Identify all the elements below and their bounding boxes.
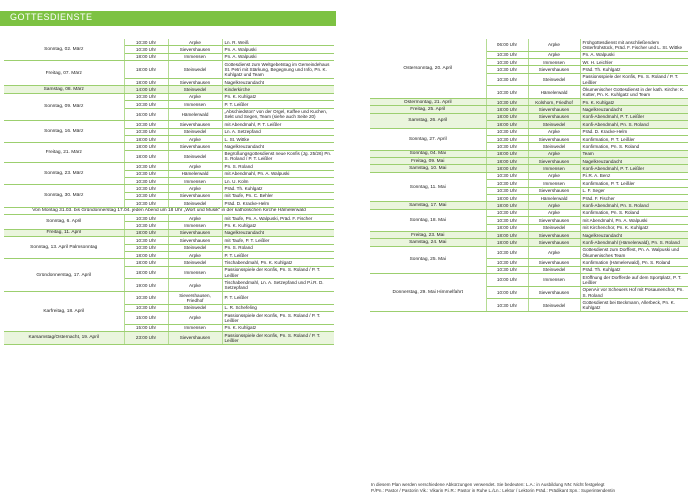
date-cell: Freitag, 11. April [4, 229, 124, 236]
place-cell: Arpke [168, 251, 222, 258]
service-row [370, 39, 688, 51]
time-cell: 10:30 Uhr [486, 209, 528, 216]
place-cell: Sievershausen [528, 106, 580, 113]
place-cell: Arpke [168, 279, 222, 292]
time-cell: 10:30 Uhr [124, 101, 168, 108]
time-cell: 10:30 Uhr [486, 86, 528, 99]
place-cell: Arpke [528, 128, 580, 135]
detail-cell: mit Abendmahl, Pn. A. Walpuski [580, 217, 688, 224]
detail-cell: Passionsspiele der Konfis, Pn. S. Roland / P. T. Leißler [222, 331, 334, 344]
date-cell: Sonntag, 09. März [4, 93, 124, 120]
place-cell: Arpke [528, 246, 580, 259]
detail-cell: Team [580, 150, 688, 157]
service-row [370, 98, 688, 105]
service-row [4, 93, 334, 100]
place-cell: Sievershausen [528, 231, 580, 238]
place-cell: Sievershausen [528, 113, 580, 120]
time-cell: 18:00 Uhr [124, 61, 168, 79]
place-cell: Sievershausen [168, 331, 222, 344]
detail-cell: Nagelkreuzandacht [580, 106, 688, 113]
date-cell: Sonntag, 30. März [4, 185, 124, 207]
time-cell: 10:30 Uhr [124, 185, 168, 192]
service-row [4, 331, 334, 344]
time-cell: 10:30 Uhr [486, 98, 528, 105]
time-cell: 10:30 Uhr [486, 299, 528, 312]
time-cell: 10:30 Uhr [124, 192, 168, 199]
time-cell: 18:00 Uhr [486, 106, 528, 113]
service-row [4, 86, 334, 93]
time-cell: 18:00 Uhr [124, 251, 168, 258]
abbreviation-footnote [371, 482, 691, 493]
time-cell: 10:30 Uhr [124, 121, 168, 128]
detail-cell: mit Taufe, Pn. C. Behler [222, 192, 334, 199]
detail-cell: Pn. K. Kuhlgatz [222, 93, 334, 100]
service-row [4, 237, 334, 244]
place-cell: Sievershausen [528, 239, 580, 246]
detail-cell: Konfi-Abendmahl, Pn. S. Roland [580, 121, 688, 128]
date-cell: Donnerstag, 29. Mai Himmelfahrt [370, 274, 486, 312]
service-row [370, 165, 688, 172]
time-cell: 18:00 Uhr [486, 202, 528, 209]
place-cell: Steinwedel [528, 266, 580, 273]
date-cell: Sonntag, 23. März [4, 163, 124, 185]
detail-cell: Frühgottesdienst mit anschließendem Osterfrühstück, Präd. F. Fischer und L. St. Wittke [580, 39, 688, 51]
time-cell: 19:00 Uhr [124, 279, 168, 292]
place-cell: Immensen [168, 101, 222, 108]
date-cell: Sonntag, 13. April Palmsonntag [4, 237, 124, 259]
place-cell: Hämelerwald [168, 108, 222, 121]
detail-cell: L. St. Wittke [222, 135, 334, 142]
time-cell: 10:30 Uhr [486, 266, 528, 273]
service-row [4, 215, 334, 222]
service-row [4, 291, 334, 304]
place-cell: Arpke [528, 150, 580, 157]
place-cell: Sievershausen [528, 217, 580, 224]
date-cell: Freitag, 23. Mai [370, 231, 486, 238]
left-service-table [4, 39, 334, 345]
detail-cell: Konfi-Abendmahl, P. T. Leißler [580, 113, 688, 120]
detail-cell: Passionsspiele der Konfis, Pn. S. Roland / P. T. Leißler [222, 311, 334, 324]
place-cell: Sievershausen [168, 229, 222, 236]
service-row [370, 209, 688, 216]
time-cell: 18:00 Uhr [486, 239, 528, 246]
service-row [370, 239, 688, 246]
service-row [4, 259, 334, 266]
place-cell: Sievershausen, Friedhof [168, 291, 222, 304]
detail-cell: Pn. S. Roland [222, 244, 334, 251]
time-cell: 10:30 Uhr [486, 66, 528, 73]
place-cell: Steinwedel [168, 86, 222, 93]
date-cell: Sonntag, 27. April [370, 128, 486, 150]
service-row [370, 158, 688, 165]
date-cell: Sonntag, 11. Mai [370, 172, 486, 202]
place-cell: Sievershausen [528, 259, 580, 266]
detail-cell: Konfi-Abendmahl, Pn. S. Roland [580, 202, 688, 209]
place-cell: Immensen [528, 58, 580, 65]
service-row [4, 121, 334, 128]
date-cell: Samstag, 26. April [370, 113, 486, 128]
detail-cell: Pn. K. Kuhlgatz [222, 324, 334, 331]
time-cell: 18:00 Uhr [486, 158, 528, 165]
place-cell: Sievershausen [168, 143, 222, 150]
time-cell: 10:30 Uhr [124, 215, 168, 222]
service-row [370, 231, 688, 238]
time-cell: 18:00 Uhr [124, 78, 168, 85]
detail-cell: P. T. Leißler [222, 101, 334, 108]
time-cell: 18:00 Uhr [124, 259, 168, 266]
date-cell: Gründonnerstag, 17. April [4, 259, 124, 292]
detail-cell: Präd. Th. Kuhlgatz [580, 266, 688, 273]
time-cell: 10:30 Uhr [486, 135, 528, 142]
date-cell: Sonntag, 6. April [4, 215, 124, 230]
detail-cell: Pn. A. Walpuski [580, 51, 688, 58]
time-cell: 15:00 Uhr [124, 311, 168, 324]
place-cell: Sievershausen [528, 158, 580, 165]
time-cell: 10:30 Uhr [124, 93, 168, 100]
time-cell: 18:00 Uhr [124, 53, 168, 60]
service-row [4, 61, 334, 79]
date-cell: Samstag, 24. Mai [370, 239, 486, 246]
date-cell: Ostersonntag, 20. April [370, 39, 486, 98]
place-cell: Immensen [528, 274, 580, 287]
right-service-table [370, 39, 688, 312]
time-cell: 10:30 Uhr [486, 143, 528, 150]
place-cell: Steinwedel [528, 143, 580, 150]
detail-cell: Präd. Th. Kuhlgatz [222, 185, 334, 192]
place-cell: Arpke [168, 163, 222, 170]
place-cell: Immensen [168, 53, 222, 60]
place-cell: Immensen [168, 178, 222, 185]
detail-cell: Nagelkreuzandacht [222, 78, 334, 85]
place-cell: Hämelerwald [528, 86, 580, 99]
place-cell: Arpke [168, 93, 222, 100]
detail-cell: Ln. R. Weiß [222, 39, 334, 46]
place-cell: Steinwedel [528, 73, 580, 86]
time-cell: 16:00 Uhr [124, 108, 168, 121]
date-cell: Sonntag, 16. März [4, 121, 124, 143]
date-cell: Samstag, 17. Mai [370, 202, 486, 209]
detail-cell: P. T. Leißler [222, 291, 334, 304]
place-cell: Immensen [528, 180, 580, 187]
detail-cell: Konfi-Abendmahl, P. T. Leißler [580, 165, 688, 172]
detail-cell: P. T. Leißler [222, 251, 334, 258]
detail-cell: Wr. H. Leichler [580, 58, 688, 65]
time-cell: 10:30 Uhr [124, 244, 168, 251]
time-cell: 18:00 Uhr [486, 231, 528, 238]
section-title: GOTTESDIENSTE [10, 12, 93, 22]
detail-cell: Konfirmation (Hämelerwald), Pn. S. Roland [580, 259, 688, 266]
service-row [4, 229, 334, 236]
time-cell: 10:30 Uhr [486, 187, 528, 194]
place-cell: Sievershausen [168, 192, 222, 199]
service-row [370, 172, 688, 179]
place-cell: Arpke [528, 39, 580, 51]
time-cell: 18:00 Uhr [486, 150, 528, 157]
footnote-line: In diesem Plan werden verschiedene Abkürzungen verwendet. Sie bedeuten: L.A.: in Ausbildung NN: Nicht festgelegt [371, 482, 605, 487]
time-cell: 23:00 Uhr [124, 331, 168, 344]
detail-cell: mit Abendmahl, Pn. A. Walpuski [222, 170, 334, 177]
time-cell: 18:00 Uhr [486, 224, 528, 231]
date-cell: Karsamstag/Osternacht, 19. April [4, 331, 124, 344]
detail-cell: Eröffnung der Dorfferde auf dem Sportplatz, P. T. Leißler [580, 274, 688, 287]
time-cell: 18:00 Uhr [124, 266, 168, 279]
place-cell: Immensen [168, 266, 222, 279]
detail-cell: „Abschiedston“ von der Orgel, Kaffee und Kuchen, Sekt und Segen, Team (siehe auch Seite 20) [222, 108, 334, 121]
time-cell: 15:00 Uhr [124, 324, 168, 331]
place-cell: Sievershausen [168, 46, 222, 53]
time-cell: 10:30 Uhr [124, 222, 168, 229]
date-cell: Freitag, 09. Mai [370, 158, 486, 165]
date-cell: Karfreitag, 18. April [4, 291, 124, 331]
footnote-line: P./Pn.: Pastor / Pastorin Vik.: Vikarin P.i.R.: Pastor in Ruhe L./Ln.: Lektor / Lektorin Präd.: Prädikant Spn.: Superintendentin [371, 487, 616, 493]
service-row [370, 128, 688, 135]
place-cell: Sievershausen [528, 286, 580, 299]
detail-cell: Passionsspiele der Konfis, Pn. S. Roland / P. T. Leißler [222, 266, 334, 279]
place-cell: Sievershausen [528, 187, 580, 194]
detail-cell: Ln. A. Setzepfand [222, 128, 334, 135]
time-cell: 10:00 Uhr [486, 286, 528, 299]
detail-cell: mit Taufe, P. T. Leißler [222, 237, 334, 244]
detail-cell: Gottesdienst bei Beckmann, Allerbeck, Pn. K. Kuhlgatz [580, 299, 688, 312]
detail-cell: Passionsspiele der Konfis, Pn. S. Roland / P. T. Leißler [580, 73, 688, 86]
place-cell: Immensen [168, 324, 222, 331]
service-row [4, 143, 334, 150]
date-cell: Sonntag, 25. Mai [370, 246, 486, 273]
date-cell: Samstag, 10. Mai [370, 165, 486, 172]
time-cell: 18:00 Uhr [486, 195, 528, 202]
service-row [370, 202, 688, 209]
time-cell: 10:30 Uhr [486, 246, 528, 259]
place-cell: Immensen [168, 222, 222, 229]
place-cell: Steinwedel [528, 121, 580, 128]
time-cell: 18:00 Uhr [486, 165, 528, 172]
date-cell: Sonntag, 18. Mai [370, 209, 486, 231]
place-cell: Sievershausen [168, 78, 222, 85]
detail-cell: Konfi-Abendmahl (Hämelerwald), Pn. S. Roland [580, 239, 688, 246]
detail-cell: Kinderkirche [222, 86, 334, 93]
time-cell: 10:30 Uhr [124, 163, 168, 170]
detail-cell: mit Kirchenchor, Pn. K. Kuhlgatz [580, 224, 688, 231]
time-cell: 10:30 Uhr [124, 178, 168, 185]
detail-cell: Nagelkreuzandacht [580, 158, 688, 165]
date-cell: Sonntag, 02. März [4, 39, 124, 61]
time-cell: 14:00 Uhr [124, 86, 168, 93]
time-cell: 10:30 Uhr [124, 128, 168, 135]
place-cell: Steinwedel [168, 150, 222, 163]
place-cell: Steinwedel [528, 224, 580, 231]
service-row [370, 106, 688, 113]
date-cell: Sonntag, 04. Mai [370, 150, 486, 157]
place-cell: Arpke [168, 215, 222, 222]
detail-cell: Konfirmation, P. T. Leißler [580, 135, 688, 142]
detail-cell: mit Taufe, Pn. A. Walpuski, Präd. F. Fischer [222, 215, 334, 222]
detail-cell: Präd. F. Fischer [580, 195, 688, 202]
time-cell: 10:30 Uhr [486, 58, 528, 65]
detail-cell: Pn. K. Kuhlgatz [580, 98, 688, 105]
place-cell: Immensen [528, 165, 580, 172]
time-cell: 10:30 Uhr [486, 51, 528, 58]
time-cell: 10:30 Uhr [124, 291, 168, 304]
detail-cell: Nagelkreuzandacht [222, 229, 334, 236]
service-row [370, 274, 688, 287]
detail-cell: Ln. U. Kolm [222, 178, 334, 185]
place-cell: Arpke [168, 185, 222, 192]
time-cell: 06:00 Uhr [486, 39, 528, 51]
time-cell: 10:30 Uhr [124, 237, 168, 244]
detail-cell: Nagelkreuzandacht [580, 231, 688, 238]
place-cell: Steinwedel [168, 244, 222, 251]
detail-cell: Präd. D. Kracke-Helm [580, 128, 688, 135]
place-cell: Arpke [168, 135, 222, 142]
date-cell: Freitag, 25. April [370, 106, 486, 113]
place-cell: Steinwedel [168, 259, 222, 266]
time-cell: 10:30 Uhr [124, 170, 168, 177]
date-cell: Ostermontag, 21. April [370, 98, 486, 105]
place-cell: Arpke [168, 39, 222, 46]
place-cell: Arpke [528, 172, 580, 179]
detail-cell: Begrüßungsgottesdienst neue Konfis (Jg. 25/26) Pn. S. Roland / P. T. Leißler [222, 150, 334, 163]
detail-cell: Pn. K. Kuhlgatz [222, 222, 334, 229]
detail-cell: Präd. D. Kracke-Helm [222, 200, 334, 207]
detail-cell: Pn. S. Roland [222, 163, 334, 170]
place-cell: Sievershausen [168, 121, 222, 128]
service-row [370, 113, 688, 120]
time-cell: 10:30 Uhr [486, 73, 528, 86]
place-cell: Steinwedel [168, 304, 222, 311]
place-cell: Steinwedel [168, 200, 222, 207]
detail-cell: Ökumenischer Gottesdienst in der kath. Kirche: K. Kutter, Pn. K. Kuhlgatz und Team [580, 86, 688, 99]
time-cell: 10:30 Uhr [124, 46, 168, 53]
date-cell: Freitag, 07. März [4, 61, 124, 86]
place-cell: Arpke [168, 311, 222, 324]
time-cell: 10:30 Uhr [124, 39, 168, 46]
detail-cell: Tischabendmahl, Pn. K. Kuhlgatz [222, 259, 334, 266]
detail-cell: Nagelkreuzandacht [222, 143, 334, 150]
date-cell: Freitag, 21. März [4, 143, 124, 163]
detail-cell: OpenAir vor Scheuers Hof mit Posaunenchor, Pn. S. Roland [580, 286, 688, 299]
service-row [370, 246, 688, 259]
detail-cell: Gottesdienst zum Dorffest, Pn. A. Walpuski und Ökumenisches Team [580, 246, 688, 259]
place-cell: Hämelerwald [168, 170, 222, 177]
detail-cell: Pn. A. Walpuski [222, 53, 334, 60]
place-cell: Hämelerwald [528, 195, 580, 202]
place-cell: Steinwedel [168, 61, 222, 79]
place-cell: Kolshorn, Friedhof [528, 98, 580, 105]
time-cell: 10:30 Uhr [124, 200, 168, 207]
service-row [4, 207, 334, 214]
time-cell: 18:00 Uhr [124, 229, 168, 236]
time-cell: 18:00 Uhr [486, 113, 528, 120]
time-cell: 18:00 Uhr [124, 150, 168, 163]
detail-cell: Konfirmation, Pn. S. Roland [580, 143, 688, 150]
time-cell: 10:30 Uhr [486, 259, 528, 266]
time-cell: 10:30 Uhr [486, 128, 528, 135]
time-cell: 18:00 Uhr [124, 143, 168, 150]
place-cell: Sievershausen [528, 66, 580, 73]
detail-cell: mit Abendmahl, P. T. Leißler [222, 121, 334, 128]
time-cell: 10:30 Uhr [486, 217, 528, 224]
place-cell: Arpke [528, 202, 580, 209]
place-cell: Arpke [528, 51, 580, 58]
time-cell: 10:30 Uhr [486, 172, 528, 179]
detail-cell: Präd. Th. Kuhlgatz [580, 66, 688, 73]
detail-cell: Konfirmation, Pn. S. Roland [580, 209, 688, 216]
detail-cell: Gottesdienst zum Weltgebetstag im Gemeindehaus St. Petri mit Stärkung, Begegnung und Info, Pn. K. Kuhlgatz und Team [222, 61, 334, 79]
detail-cell: Konfirmation, P. T. Leißler [580, 180, 688, 187]
place-cell: Steinwedel [168, 128, 222, 135]
detail-cell: L. F. Seger [580, 187, 688, 194]
place-cell: Sievershausen [528, 135, 580, 142]
service-row [4, 163, 334, 170]
time-cell: 18:00 Uhr [124, 135, 168, 142]
place-cell: Sievershausen [168, 237, 222, 244]
notice-cell: Von Montag 31.03. bis Gründonnerstag 17.04. jeden Abend um 18 Uhr „Wort und Musik“ in der katholischen Kirche Hämelerwald [4, 207, 334, 214]
detail-cell: L. R. Schefeling [222, 304, 334, 311]
time-cell: 18:00 Uhr [486, 121, 528, 128]
service-row [370, 150, 688, 157]
date-cell: Samstag, 08. März [4, 86, 124, 93]
detail-cell: Tischabendmahl, Ln. A. Setzepfand und P.i.R. D. Setzepfand [222, 279, 334, 292]
place-cell: Steinwedel [528, 299, 580, 312]
time-cell: 10:00 Uhr [486, 274, 528, 287]
service-row [4, 185, 334, 192]
time-cell: 10:30 Uhr [124, 304, 168, 311]
detail-cell: P.i.R. A. Benz [580, 172, 688, 179]
place-cell: Arpke [528, 209, 580, 216]
detail-cell: Pn. A. Walpuski [222, 46, 334, 53]
time-cell: 10:30 Uhr [486, 180, 528, 187]
service-row [4, 39, 334, 46]
